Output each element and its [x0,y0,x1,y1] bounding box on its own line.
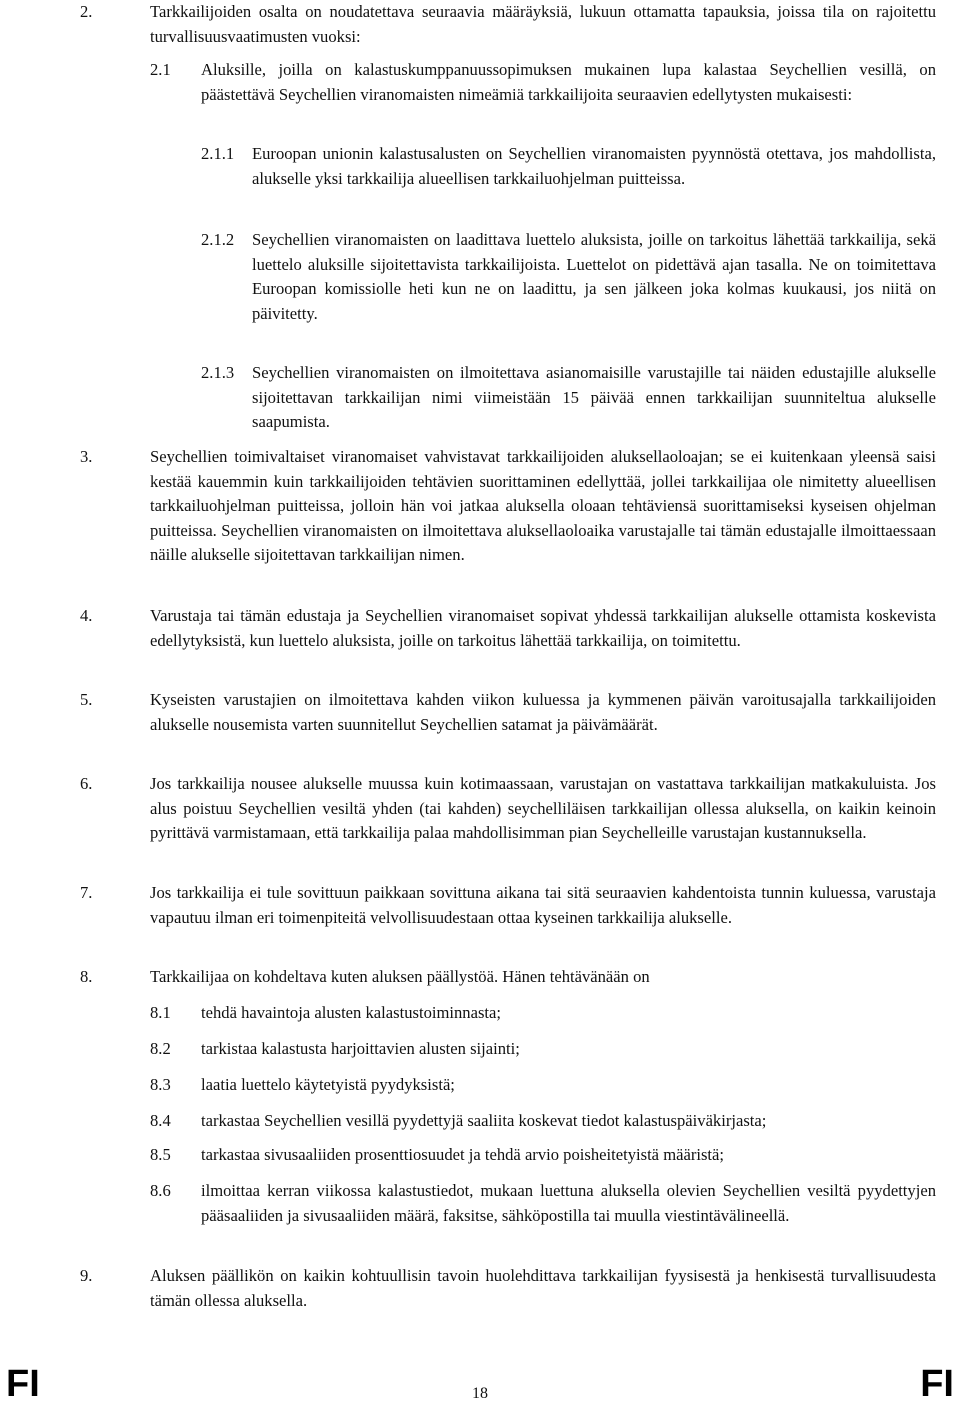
item-number: 7. [80,883,93,902]
item-number: 2. [80,2,93,21]
item-number: 6. [80,774,93,793]
item-text: Varustaja tai tämän edustaja ja Seychellien viranomaiset sopivat yhdessä tarkkailijan alukselle ottamista koskevista edellytyksistä, kun luettelo aluksista, joille on tarkoitus lähettää tarkkailija, on toimitettu. [150,606,936,650]
item-text: tarkastaa Seychellien vesillä pyydettyjä saaliita koskevat tiedot kalastuspäiväkirjasta; [201,1111,767,1130]
item-text: Seychellien viranomaisten on ilmoitettava asianomaisille varustajille tai näiden edustajille alukselle sijoitettavan tarkkailijan nimi viimeistään 15 päivää ennen tarkkailijan suunniteltua alukselle saapumista. [252,363,936,432]
item-number: 8. [80,967,93,986]
footer-language-left: FI [6,1363,40,1405]
item-text: Aluksen päällikön on kaikin kohtuullisin tavoin huolehdittava tarkkailijan fyysisestä ja henkisestä turvallisuudesta tämän ollessa aluksella. [150,1266,936,1310]
item-text: tarkastaa sivusaaliiden prosenttiosuudet ja tehdä arvio poisheitetyistä määristä; [201,1145,725,1164]
item-text: Euroopan unionin kalastusalusten on Seychellien viranomaisten pyynnöstä otettava, jos mahdollista, alukselle yksi tarkkailija alueellisen tarkkailuohjelman puitteissa. [252,144,936,188]
page-number: 18 [472,1385,488,1402]
item-number: 8.2 [150,1039,171,1058]
item-number: 8.1 [150,1003,171,1022]
item-number: 3. [80,447,93,466]
item-text: Aluksille, joilla on kalastuskumppanuussopimuksen mukainen lupa kalastaa Seychellien vesillä, on päästettävä Seychellien viranomaisten nimeämiä tarkkailijoita seuraavien edellytysten mukaisesti: [201,60,936,104]
item-text: tarkistaa kalastusta harjoittavien alusten sijainti; [201,1039,520,1058]
item-text: Tarkkailijoiden osalta on noudatettava seuraavia määräyksiä, lukuun ottamatta tapauksia, joissa tila on rajoitettu turvallisuusvaatimusten vuoksi: [150,2,936,46]
item-number: 2.1.2 [201,230,235,249]
item-text: Jos tarkkailija nousee alukselle muussa kuin kotimaassaan, varustajan on vastattava tarkkailijan matkakuluista. Jos alus poistuu Seychellien vesiltä yhden (tai kahden) seychelliläisen tarkkailijan ollessa aluksella, on kaikin keinoin pyrittävä varmistamaan, että tarkkailija palaa mahdollisimman pian Seychelleille varustajan kustannuksella. [150,774,936,843]
item-number: 2.1.1 [201,144,235,163]
footer-language-right: FI [920,1363,954,1405]
item-number: 4. [80,606,93,625]
item-text: Jos tarkkailija ei tule sovittuun paikkaan sovittuna aikana tai sitä seuraavien kahdentoista tunnin kuluessa, varustaja vapautuu ilman eri toimenpiteitä velvollisuudestaan ottaa kyseinen tarkkailija alukselle. [150,883,936,927]
item-number: 8.6 [150,1181,171,1200]
item-text: ilmoittaa kerran viikossa kalastustiedot, mukaan luettuna aluksella olevien Seychellien vesiltä pyydettyjen pääsaaliiden ja sivusaaliiden määrä, faksitse, sähköpostilla tai muulla viestintävälineellä. [201,1181,936,1225]
item-text: Tarkkailijaa on kohdeltava kuten aluksen päällystöä. Hänen tehtävänään on [150,967,650,986]
item-text: tehdä havaintoja alusten kalastustoiminnasta; [201,1003,501,1022]
item-number: 5. [80,690,93,709]
item-text: Seychellien viranomaisten on laadittava luettelo aluksista, joille on tarkoitus lähettää tarkkailija, sekä luettelo aluksille sijoitettavista tarkkailijoista. Luettelot on pidettävä ajan tasalla. Ne on toimitettava Euroopan komissiolle heti kun ne on laadittu, ja sen jälkeen joka kolmas kuukausi, jos niitä on päivitetty. [252,230,936,323]
item-text: laatia luettelo käytetyistä pyydyksistä; [201,1075,455,1094]
item-text: Seychellien toimivaltaiset viranomaiset vahvistavat tarkkailijoiden aluksellaoloajan; se ei kuitenkaan yleensä saisi kestää kauemmin kuin tarkkailijoiden tehtävien suorittaminen edellyttää, jollei tarkkailijaa ole nimitetty alueellisen tarkkailuohjelman puitteissa, jolloin hän voi jatkaa aluksella oloaan tehtäviensä suorittamiseksi kyseisen ohjelman puitteissa. Seychellien viranomaisten on ilmoitettava aluksellaoloaika varustajalle tai tämän edustajalle ilmoittaessaan näille alukselle sijoitettavan tarkkailijan nimen. [150,447,936,565]
item-number: 8.5 [150,1145,171,1164]
item-number: 9. [80,1266,93,1285]
item-number: 2.1.3 [201,363,235,382]
item-text: Kyseisten varustajien on ilmoitettava kahden viikon kuluessa ja kymmenen päivän varoitusajalla tarkkailijoiden alukselle nousemista varten suunnitellut Seychellien satamat ja päivämäärät. [150,690,936,734]
item-number: 2.1 [150,60,171,79]
item-number: 8.3 [150,1075,171,1094]
item-number: 8.4 [150,1111,171,1130]
